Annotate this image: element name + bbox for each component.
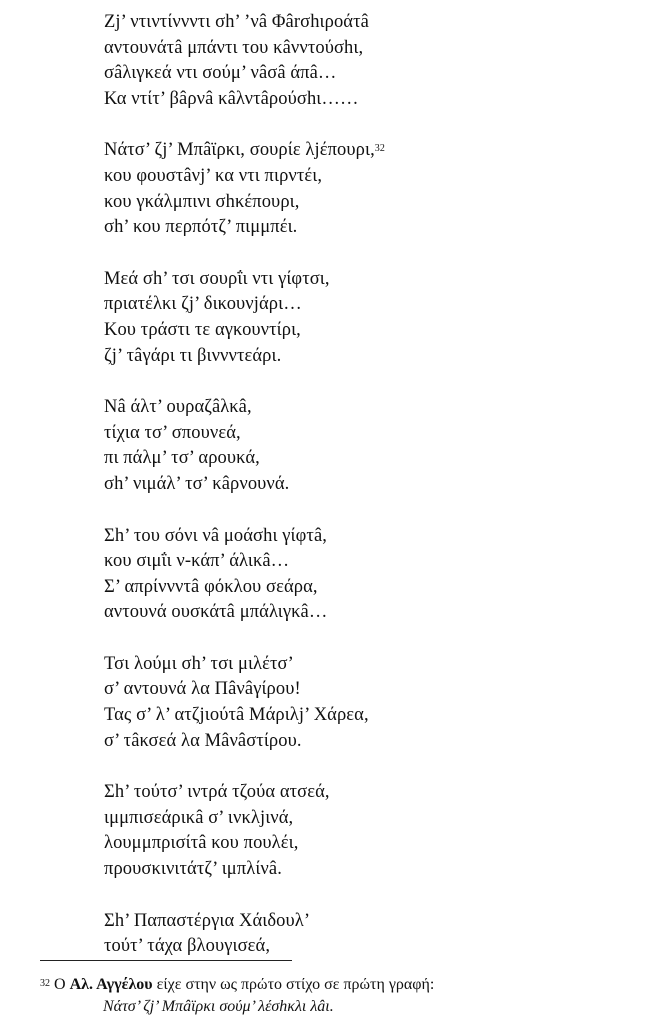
verse-line: σ’ τâκσεά λα Μâνâστίρου. — [104, 730, 302, 751]
verse-line: τίχια τσ’ σπουνεά, — [104, 422, 241, 443]
verse-line: Σh’ Παπαστέργια Χάιδουλ’ — [104, 910, 311, 931]
verse-line: αντουνάτâ μπάντι του κâνντούσhι, — [104, 37, 364, 58]
stanza-1 — [104, 10, 624, 112]
verse-line: σ’ αντουνά λα Πâνâγίρου! — [104, 679, 301, 700]
verse-line: Σ’ απρίννντâ φόκλου σεάρα, — [104, 576, 318, 597]
verse-line: Κου τράστι τε αγκουντίρι, — [104, 319, 301, 340]
verse-line: Τσι λούμι σh’ τσι μιλέτσ’ — [104, 653, 294, 674]
verse-line: σh’ κου περπότζ’ πιμμπέι. — [104, 217, 298, 238]
footnote-marker: 32 — [40, 978, 50, 989]
footnote-text: είχε στην ως πρώτο στίχο σε πρώτη γραφή: — [152, 976, 435, 993]
verse-line: πριατέλκι ζj’ δικουνjάρι… — [104, 294, 302, 315]
verse-line: Τας σ’ λ’ ατζjιούτâ Μάριλj’ Χάρεα, — [104, 705, 369, 726]
stanza-8 — [104, 909, 624, 960]
footnote-quote: Νάτσ’ ζj’ Μπâϊρκι σούμ’ λέσhκλι λâι. — [103, 998, 334, 1015]
verse-line: Zj’ ντιντίννντι σh’ ’νâ Φârσhιροάτâ — [104, 12, 369, 32]
verse-line: Σh’ του σόνι νâ μοάσhι γίφτâ, — [104, 525, 327, 546]
verse-line: Νâ άλτ’ ουραζâλκâ, — [104, 397, 252, 418]
verse-line: κου φουστâνj’ κα ντι πιρντέι, — [104, 165, 323, 186]
verse-line: κου γκάλμπινι σhκέπουρι, — [104, 191, 300, 212]
footnote-divider — [40, 960, 292, 961]
stanza-5 — [104, 524, 624, 626]
stanza-2 — [104, 138, 624, 240]
stanza-3 — [104, 267, 624, 369]
footnote-reference[interactable]: 32 — [374, 143, 385, 155]
verse-line: ζj’ τâγάρι τι βιννντεάρι. — [104, 345, 282, 366]
verse-line-with-footnote — [104, 138, 624, 164]
footnote-prefix: Ο — [54, 976, 70, 993]
verse-line: Σh’ τούτσ’ ιντρά τζούα ατσεά, — [104, 782, 330, 803]
poem — [104, 10, 624, 986]
verse-line: λουμμπρισίτâ κου πουλέι, — [104, 833, 299, 854]
verse-line: σâλιγκεά ντι σούμ’ νâσâ άπâ… — [104, 63, 337, 84]
verse-line: Μεά σh’ τσι σουρΐι ντι γίφτσι, — [104, 268, 330, 289]
verse-line: τούτ’ τάχα βλουγισεά, — [104, 936, 271, 957]
stanza-7 — [104, 780, 624, 882]
verse-text: Νάτσ’ ζj’ Μπâϊρκι, σουρίε λjέπουρι, — [104, 140, 375, 161]
verse-line: ιμμπισεάρικâ σ’ ινκλjινά, — [104, 807, 294, 828]
verse-line: κου σιμΐι ν-κάπ’ άλικâ… — [104, 551, 290, 572]
verse-line: σh’ νιμάλ’ τσ’ κâρνουνά. — [104, 473, 290, 494]
stanza-4 — [104, 395, 624, 497]
stanza-6 — [104, 652, 624, 754]
footnote — [40, 974, 640, 1018]
verse-line: πι πάλμ’ τσ’ αρουκά, — [104, 448, 260, 469]
verse-line: αντουνά ουσκάτâ μπάλιγκâ… — [104, 602, 328, 623]
verse-line: Κα ντίτ’ βâρνâ κâλντâρούσhι…… — [104, 88, 359, 109]
verse-line: προυσκινιτάτζ’ ιμπλίνâ. — [104, 859, 282, 880]
footnote-author: Αλ. Αγγέλου — [69, 976, 153, 993]
